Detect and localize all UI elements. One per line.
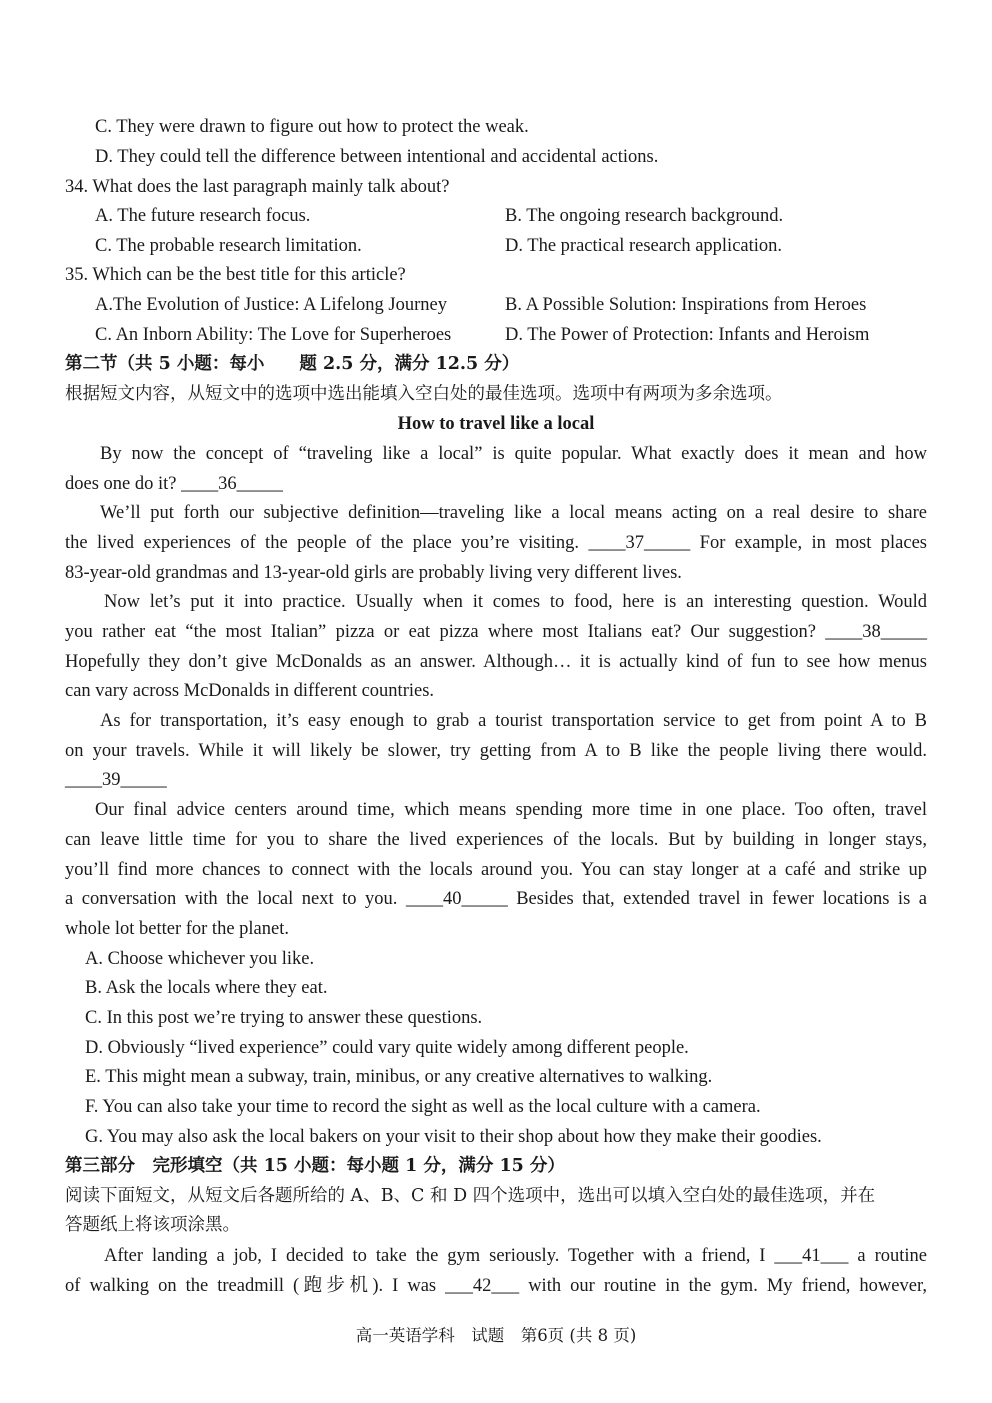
passage-line: can vary across McDonalds in different countries.: [65, 681, 435, 701]
passage-line: By now the concept of “traveling like a local” is quite popular. What exactly does it mean and how: [100, 444, 927, 464]
passage-line: does one do it? ____36_____: [65, 474, 283, 494]
passage-title: How to travel like a local: [397, 414, 595, 434]
passage-line: Now let’s put it into practice. Usually when it comes to food, here is an interesting question. Would: [104, 592, 927, 612]
q35-option-d: D. The Power of Protection: Infants and Heroism: [505, 325, 870, 345]
part3-instruction: 阅读下面短文，从短文后各题所给的 A、B、C 和 D 四个选项中，选出可以填入空白处的最佳选项，并在: [65, 1186, 876, 1206]
passage-line: Our final advice centers around time, which means spending more time in one place. Too often, travel: [95, 800, 927, 820]
passage-line: We’ll put forth our subjective definition—traveling like a local means acting on a real desire to share: [100, 503, 927, 523]
part3-heading: 第三部分 完形填空（共 15 小题：每小题 1 分，满分 15 分）: [65, 1156, 565, 1176]
page-footer: 高一英语学科 试题 第6页 (共 8 页): [355, 1326, 637, 1345]
q33-option-c: C. They were drawn to figure out how to protect the weak.: [95, 117, 529, 137]
cloze-line: After landing a job, I decided to take the gym seriously. Together with a friend, I ___41___ a routine: [104, 1246, 927, 1266]
section2-instruction: 根据短文内容，从短文中的选项中选出能填入空白处的最佳选项。选项中有两项为多余选项。: [65, 384, 783, 404]
q35-option-a: A.The Evolution of Justice: A Lifelong Journey: [95, 295, 447, 315]
passage-line: ____39_____: [65, 770, 167, 790]
passage-line: on your travels. While it will likely be slower, try getting from A to B like the people living there would.: [65, 741, 927, 761]
q34-stem: 34. What does the last paragraph mainly talk about?: [65, 177, 450, 197]
passage-line: As for transportation, it’s easy enough to grab a tourist transportation service to get from point A to B: [100, 711, 927, 731]
q35-option-c: C. An Inborn Ability: The Love for Superheroes: [95, 325, 452, 345]
passage-line: a conversation with the local next to you. ____40_____ Besides that, extended travel in fewer locations is a: [65, 889, 927, 909]
passage-line: whole lot better for the planet.: [65, 919, 289, 939]
passage-line: you rather eat “the most Italian” pizza or eat pizza where most Italians eat? Our suggestion? ____38_____: [65, 622, 927, 642]
section2-option: F. You can also take your time to record the sight as well as the local culture with a camera.: [85, 1097, 761, 1117]
section2-option: E. This might mean a subway, train, minibus, or any creative alternatives to walking.: [85, 1067, 713, 1087]
part3-instruction: 答题纸上将该项涂黑。: [65, 1215, 240, 1235]
section2-option: A. Choose whichever you like.: [85, 949, 315, 969]
section2-option: D. Obviously “lived experience” could vary quite widely among different people.: [85, 1038, 689, 1058]
passage-line: can leave little time for you to share the lived experiences of the locals. But by building in longer stays,: [65, 830, 927, 850]
q35-option-b: B. A Possible Solution: Inspirations from Heroes: [505, 295, 867, 315]
section2-option: B. Ask the locals where they eat.: [85, 978, 328, 998]
section2-option: G. You may also ask the local bakers on your visit to their shop about how they make their goodies.: [85, 1127, 822, 1147]
section2-heading: 第二节（共 5 小题：每小 题 2.5 分，满分 12.5 分）: [65, 354, 520, 374]
passage-line: 83-year-old grandmas and 13-year-old girls are probably living very different lives.: [65, 563, 682, 583]
q35-stem: 35. Which can be the best title for this article?: [65, 265, 406, 285]
section2-option: C. In this post we’re trying to answer these questions.: [85, 1008, 483, 1028]
passage-line: the lived experiences of the people of the place you’re visiting. ____37_____ For example, in most places: [65, 533, 927, 553]
q34-option-a: A. The future research focus.: [95, 206, 311, 226]
q34-option-d: D. The practical research application.: [505, 236, 783, 256]
passage-line: Hopefully they don’t give McDonalds as an answer. Although… it is actually kind of fun to see how menus: [65, 652, 927, 672]
cloze-line: of walking on the treadmill (跑步机). I was ___42___ with our routine in the gym. My friend, however,: [65, 1276, 927, 1296]
q34-option-b: B. The ongoing research background.: [505, 206, 784, 226]
q33-option-d: D. They could tell the difference between intentional and accidental actions.: [95, 147, 659, 167]
passage-line: you’ll find more chances to connect with the locals around you. You can stay longer at a café and strike up: [65, 860, 927, 880]
q34-option-c: C. The probable research limitation.: [95, 236, 362, 256]
